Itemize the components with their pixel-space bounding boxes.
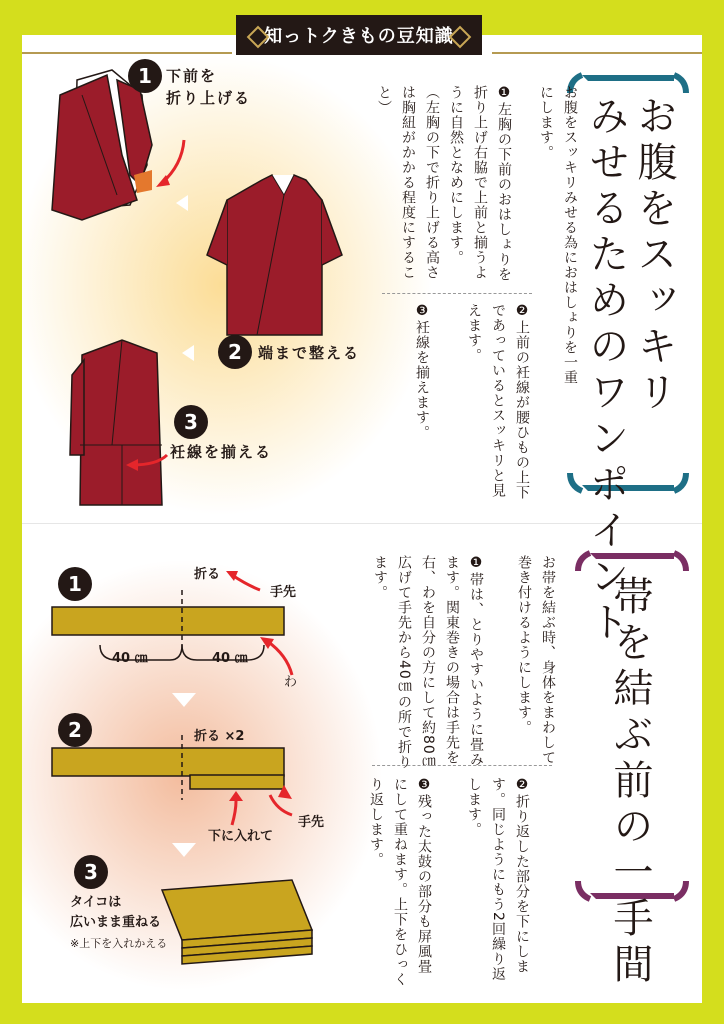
section2-title: 帯を結ぶ前の一手間 [607,575,653,989]
tuck-label: 下に入れて [208,829,274,844]
step2-label: 端まで整える [258,344,361,362]
section2-step1-text: ❶帯は、とりやすいように畳みます。関東巻きの場合は手先を右、わを自分の方にして約80㎝広げて手先から40㎝の所で折ります。 [372,555,484,770]
header-banner [236,15,482,55]
obi-step-number-2: 2 [58,713,92,747]
taiko-note: ※上下を入れかえる [70,937,168,950]
section1-step3-text: ❸衽線を揃えます。 [414,303,430,440]
text-separator-2 [372,765,552,766]
section2-step2-text: ❷折り返した部分を下にします。同じようにもう2回繰り返します。 [466,777,530,982]
section2-intro: お帯を結ぶ時、身体をまわして巻き付けるようにします。 [516,555,556,765]
kimono-figure-2 [207,175,342,335]
tesaki-label-1: 手先 [270,585,297,600]
fold-label-1: 折る [194,567,221,582]
obi-step3 [162,880,312,964]
section2-step3-text: ❸残った太鼓の部分も屏風畳にして重ねます。上下をひっくり返します。 [368,777,432,987]
section1-intro: お腹をスッキリみせる為におはしょりを一重にします。 [538,85,578,385]
text-separator [382,293,532,294]
kimono-figure-3 [70,340,162,505]
step-number-2: 2 [218,335,252,369]
fold-label-2: 折る ×2 [194,729,245,744]
step3-label: 衽線を揃える [170,443,273,461]
measure-right: 40 ㎝ [212,651,248,666]
step-number-3: 3 [174,405,208,439]
section1-step1-text: ❶左胸の下前のおはしょりを折り上げ右脇で上前と揃うように自然となめにします。（左胸の下で折り上げる高さは胸紐がかかる程度にすること） [376,85,512,282]
section1-step2-text: ❷上前の衽線が腰ひもの上下であっているとスッキリと見えます。 [466,303,530,500]
content-page [22,35,702,1003]
tesaki-label-2: 手先 [298,815,325,830]
step1-label: 下前を 折り上げる [166,67,252,107]
taiko-label-line1: タイコは [70,895,122,910]
obi-step-number-3: 3 [74,855,108,889]
obi-step-number-1: 1 [58,567,92,601]
measure-left: 40 ㎝ [112,651,148,666]
taiko-label-line2: 広いまま重ねる [70,915,162,930]
step-number-1: 1 [128,59,162,93]
section1-title-line1: お腹をスッキリ [631,95,677,417]
page-title: 知っトクきもの豆知識 [264,26,454,47]
section1-title-line2: みせるためのワンポイント [583,95,629,647]
wa-label: わ [284,675,298,690]
